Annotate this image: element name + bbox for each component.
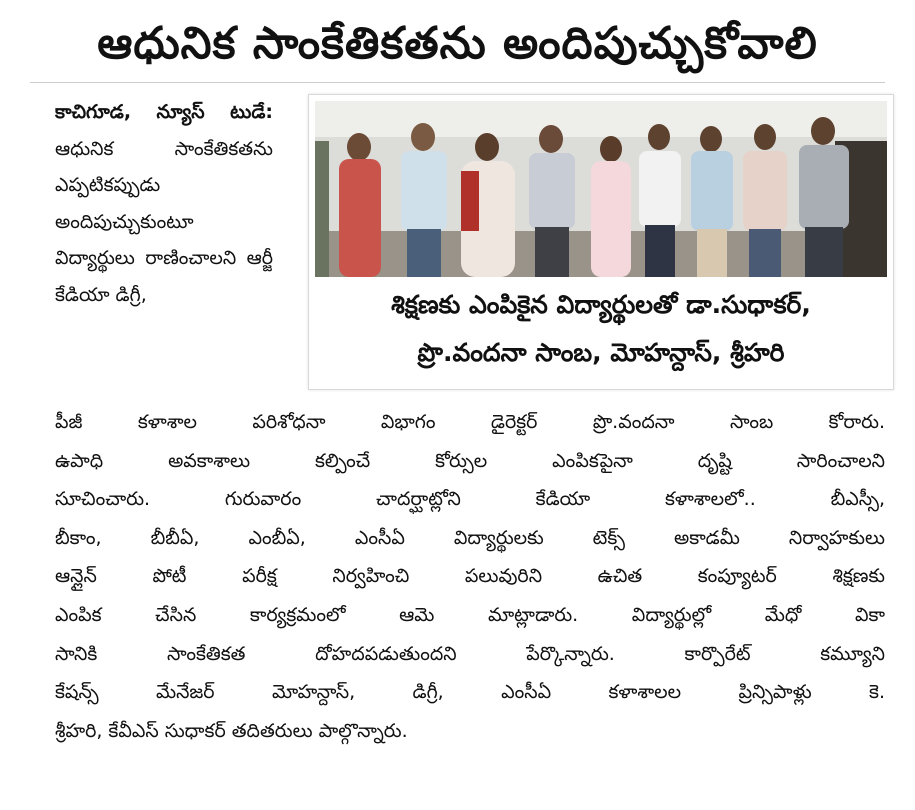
article-body (55, 403, 885, 750)
body-line: ఆన్లైన్ పోటీ పరీక్ష నిర్వహించి పలువురిని ఉచిత కంప్యూటర్ శిక్షణకు (55, 565, 885, 588)
body-line: ఉపాధి అవకాశాలు కల్పించే కోర్సుల ఎంపికపైనా దృష్టి సారించాలని (55, 449, 885, 472)
body-line: ఎంపిక చేసిన కార్యక్రమంలో ఆమె మాట్లాడారు. విద్యార్థుల్లో మేధో వికా (55, 603, 885, 626)
photo-box (308, 94, 894, 390)
article-intro-column (55, 94, 273, 313)
group-photo (315, 101, 887, 277)
headline: ఆధునిక సాంకేతికతను అందిపుచ్చుకోవాలి (97, 18, 818, 69)
intro-text: ఆధునిక సాంకేతికతను ఎప్పటికప్పుడు అందిపుచ్చుకుంటూ విద్యార్థులు రాణించాలని ఆర్జీ కేడియా డిగ్రీ, (55, 137, 273, 306)
body-line: బీకాం, బీబీఏ, ఎంబీఏ, ఎంసీఏ విద్యార్థులకు టెక్స్ అకాడమీ నిర్వాహకులు (55, 526, 885, 549)
body-line: సానికి సాంకేతికత దోహదపడుతుందని పేర్కొన్నారు. కార్పొరేట్ కమ్యూని (55, 642, 885, 665)
photo-caption (315, 281, 887, 377)
caption-line-2: ప్రొ.వందనా సాంబ, మోహన్దాస్, శ్రీహరి (417, 338, 785, 367)
body-line: శ్రీహరి, కేవీఎస్ సుధాకర్ తదితరులు పాల్గొన్నారు. (55, 719, 408, 742)
body-line: కేషన్స్ మేనేజర్ మోహన్దాస్, డిగ్రీ, ఎంసీఏ కళాశాలల ప్రిన్సిపాళ్లు కె. (55, 681, 885, 704)
body-line: పీజీ కళాశాల పరిశోధనా విభాగం డైరెక్టర్ ప్రొ.వందనా సాంబ కోరారు. (55, 411, 885, 433)
dateline: కాచిగూడ, న్యూస్ టుడే: (55, 101, 273, 123)
headline-divider (30, 82, 885, 83)
body-line: సూచించారు. గురువారం చాదర్ఘాట్లోని కేడియా కళాశాలలో.. బీఎస్సీ, (55, 488, 885, 511)
caption-line-1: శిక్షణకు ఎంపికైన విద్యార్థులతో డా.సుధాకర్, (391, 290, 811, 319)
group-photo-illustration (315, 101, 887, 277)
